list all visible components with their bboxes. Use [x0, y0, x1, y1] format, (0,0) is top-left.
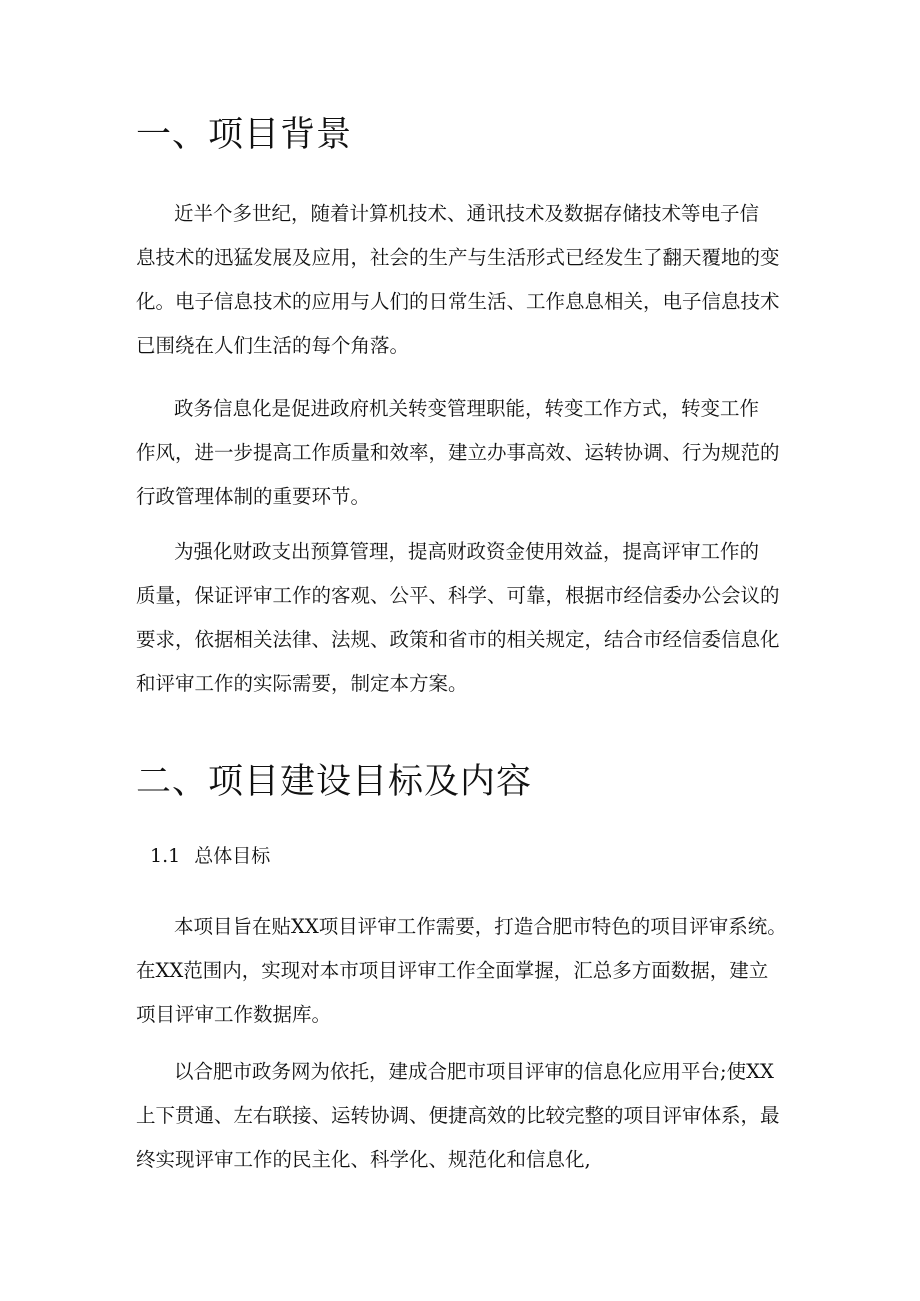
paragraph-line: 本项目旨在贴XX项目评审工作需要，打造合肥市特色的项目评审系统。: [174, 915, 787, 938]
paragraph-line: 和评审工作的实际需要，制定本方案。: [136, 672, 468, 695]
paragraph-background-2: [136, 387, 796, 519]
paragraph-line: 已围绕在人们生活的每个角落。: [136, 334, 410, 357]
subsection-heading: [150, 843, 270, 869]
paragraph-line: 项目评审工作数据库。: [136, 1003, 332, 1026]
paragraph-line: 要求，依据相关法律、法规、政策和省市的相关规定，结合市经信委信息化: [136, 628, 780, 651]
section-heading-goals: 二、项目建设目标及内容: [136, 762, 533, 802]
paragraph-line: 在XX范围内，实现对本市项目评审工作全面掌握，汇总多方面数据，建立: [136, 959, 769, 982]
paragraph-line: 以合肥市政务网为依托，建成合肥市项目评审的信息化应用平台;使XX: [174, 1060, 774, 1083]
paragraph-line: 化。电子信息技术的应用与人们的日常生活、工作息息相关，电子信息技术: [136, 290, 780, 313]
paragraph-line: 政务信息化是促进政府机关转变管理职能，转变工作方式，转变工作: [174, 397, 760, 420]
section-heading-background: 一、项目背景: [136, 115, 353, 155]
paragraph-goals-1: [136, 905, 796, 1037]
paragraph-line: 质量，保证评审工作的客观、公平、科学、可靠，根据市经信委办公会议的: [136, 584, 780, 607]
paragraph-background-1: [136, 192, 796, 368]
paragraph-line: 终实现评审工作的民主化、科学化、规范化和信息化,: [136, 1148, 591, 1171]
paragraph-line: 作风，进一步提高工作质量和效率，建立办事高效、运转协调、行为规范的: [136, 441, 780, 464]
paragraph-line: 行政管理体制的重要环节。: [136, 485, 371, 508]
paragraph-line: 息技术的迅猛发展及应用，社会的生产与生活形式已经发生了翻天覆地的变: [136, 246, 780, 269]
paragraph-line: 为强化财政支出预算管理，提高财政资金使用效益，提高评审工作的: [174, 540, 760, 563]
paragraph-line: 上下贯通、左右联接、运转协调、便捷高效的比较完整的项目评审体系，最: [136, 1104, 780, 1127]
paragraph-line: 近半个多世纪，随着计算机技术、通讯技术及数据存储技术等电子信: [174, 202, 760, 225]
paragraph-goals-2: [136, 1050, 796, 1182]
subsection-number: 1.1: [150, 845, 181, 867]
subsection-title: 总体目标: [194, 845, 271, 867]
paragraph-background-3: [136, 530, 796, 706]
